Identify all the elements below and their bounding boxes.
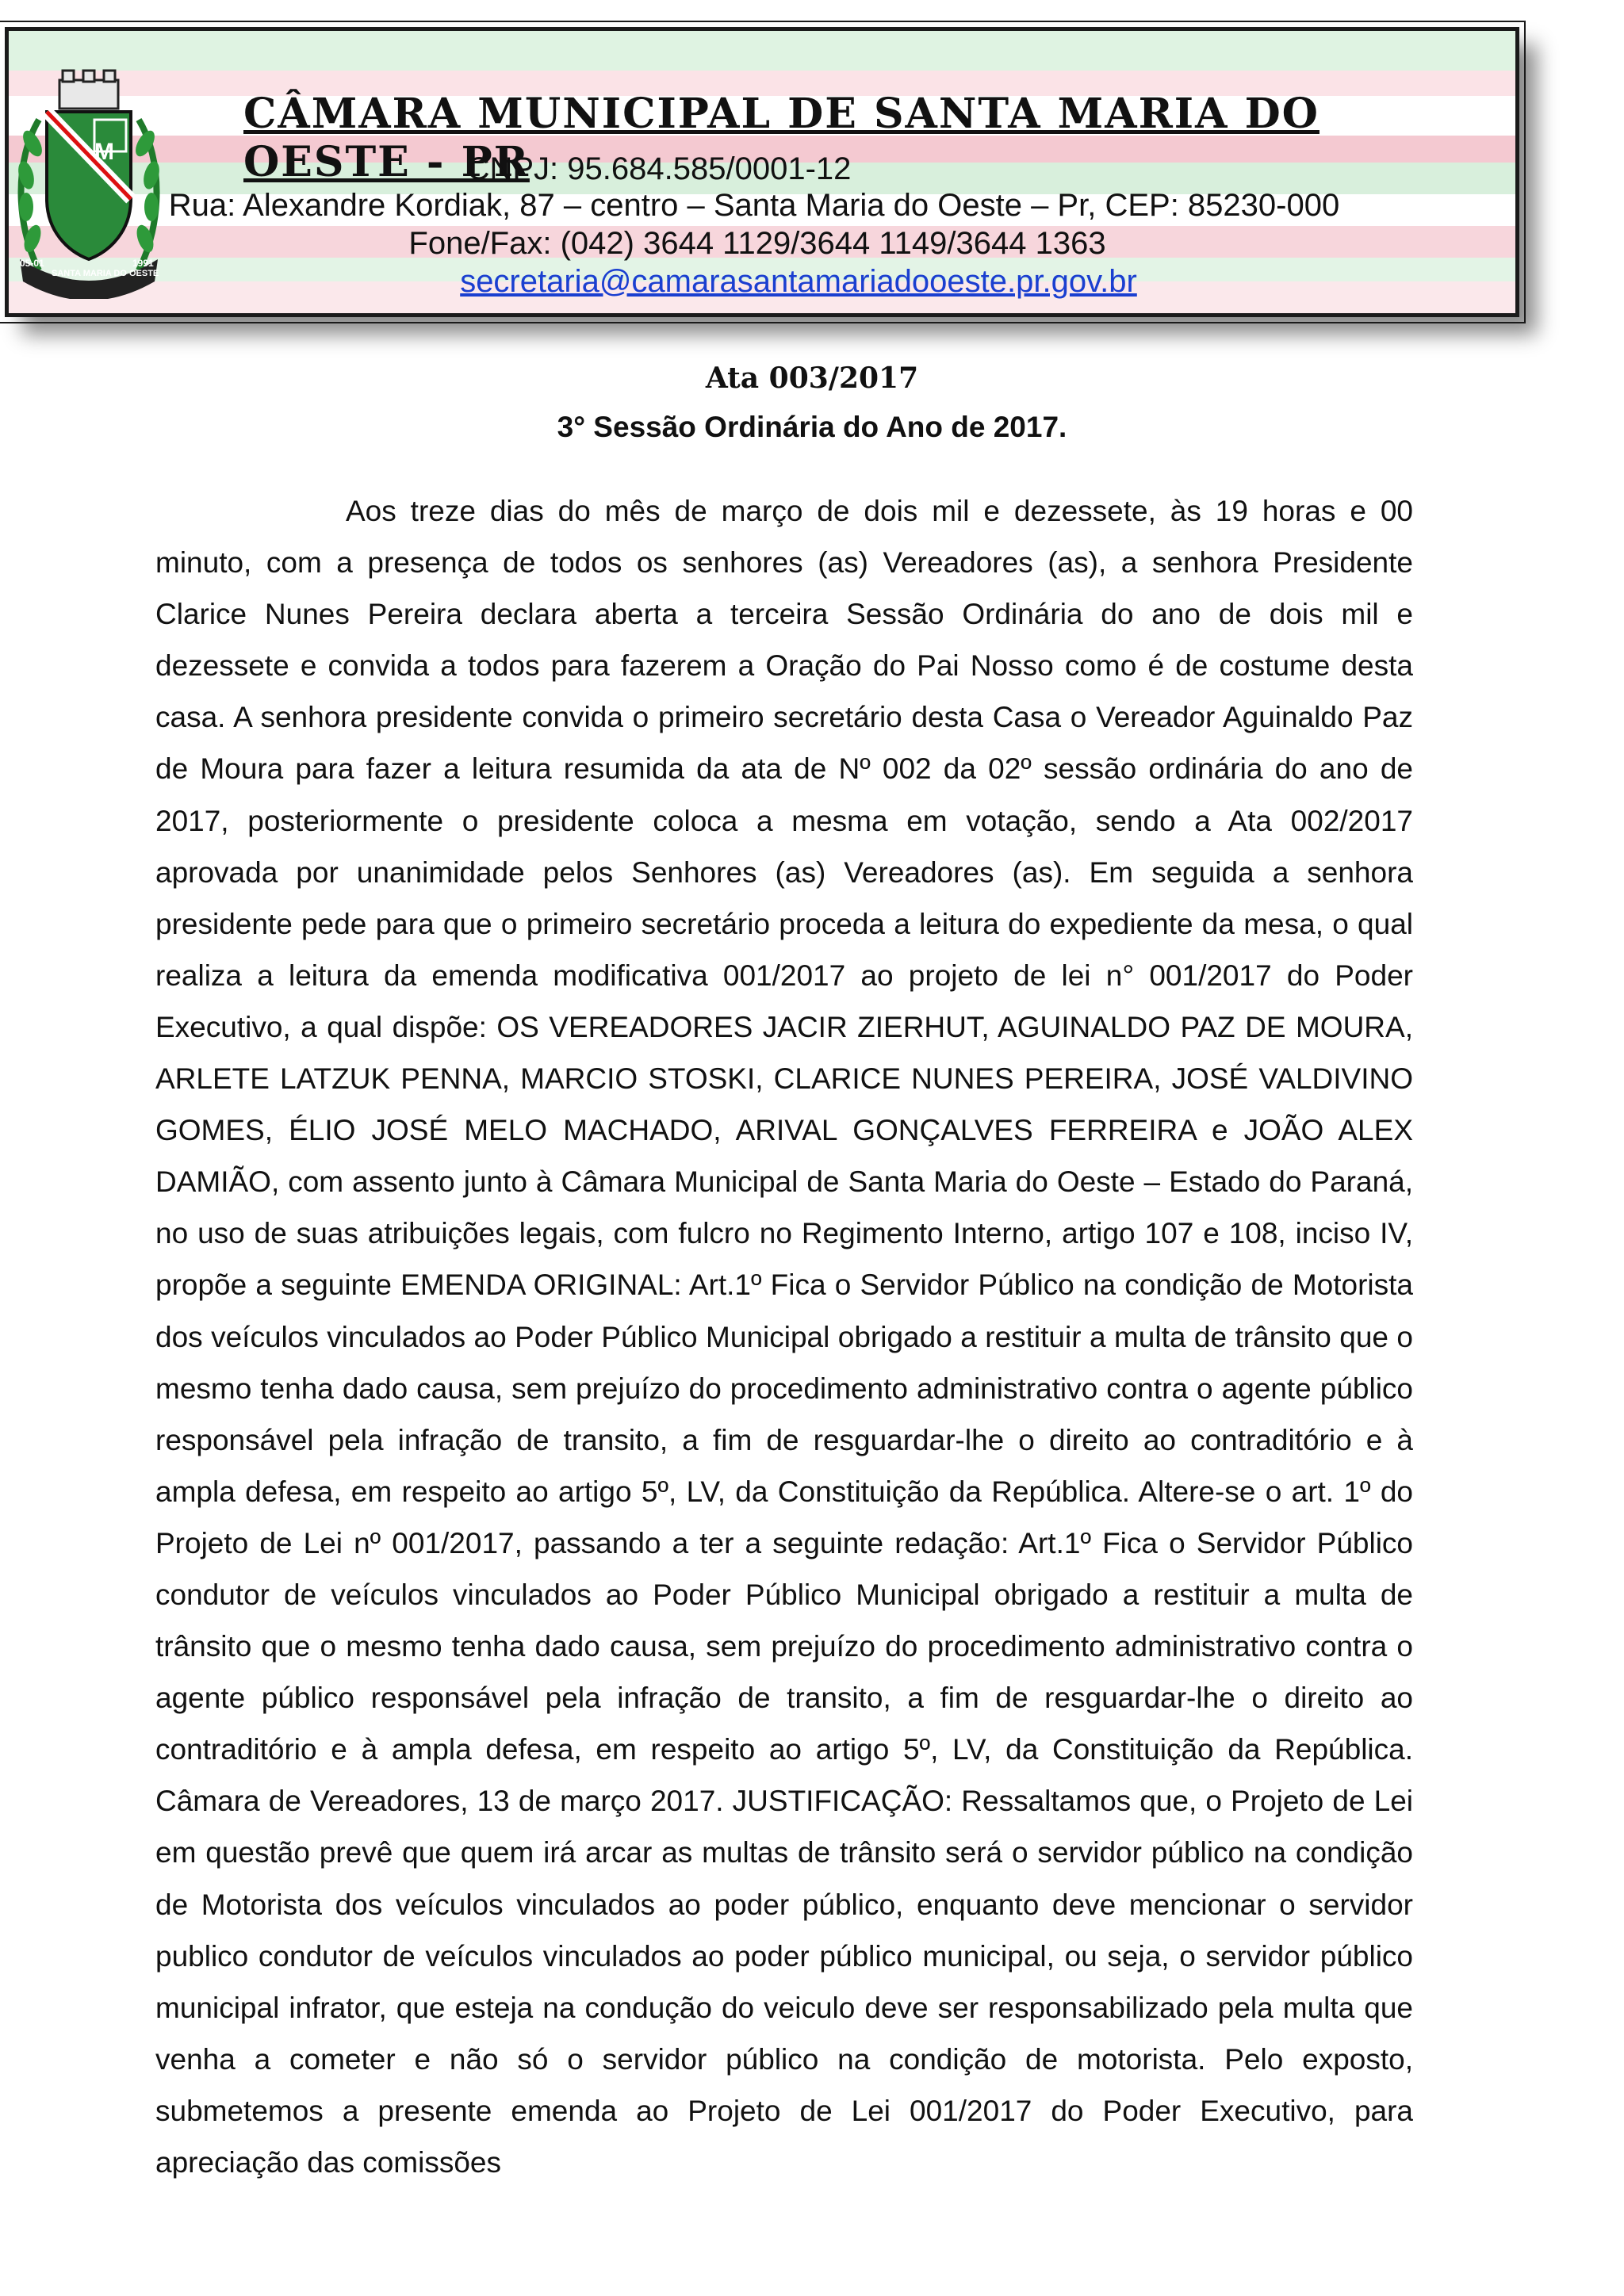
- minutes-paragraph: Aos treze dias do mês de março de dois mil e dezessete, às 19 horas e 00 minuto, com a presença de todos os senhores (as) Vereadores (as), a senhora Presidente Clarice Nunes Pereira declara aberta a terceira Sessão Ordinária do ano de dois mil e dezessete e convida a todos para fazerem a Oração do Pai Nosso como é de costume desta casa. A senhora presidente convida o primeiro secretário desta Casa o Vereador Aguinaldo Paz de Moura para fazer a leitura resumida da ata de Nº 002 da 02º sessão ordinária do ano de 2017, posteriormente o presidente coloca a mesma em votação, sendo a Ata 002/2017 aprovada por unanimidade pelos Senhores (as) Vereadores (as). Em seguida a senhora presidente pede para que o primeiro secretário proceda a leitura do expediente da mesa, o qual realiza a leitura da emenda modificativa 001/2017 ao projeto de lei n° 001/2017 do Poder Executivo, a qual dispõe: OS VEREADORES JACIR ZIERHUT, AGUINALDO PAZ DE MOURA, ARLETE LATZUK PENNA, MARCIO STOSKI, CLARICE NUNES PEREIRA, JOSÉ VALDIVINO GOMES, ÉLIO JOSÉ MELO MACHADO, ARIVAL GONÇALVES FERREIRA e JOÃO ALEX DAMIÃO, com assento junto à Câmara Municipal de Santa Maria do Oeste – Estado do Paraná, no uso de suas atribuições legais, com fulcro no Regimento Interno, artigo 107 e 108, inciso IV, propõe a seguinte EMENDA ORIGINAL: Art.1º Fica o Servidor Público na condição de Motorista dos veículos vinculados ao Poder Público Municipal obrigado a restituir a multa de trânsito que o mesmo tenha dado causa, sem prejuízo do procedimento administrativo contra o agente público responsável pela infração de transito, a fim de resguardar-lhe o direito ao contraditório e à ampla defesa, em respeito ao artigo 5º, LV, da Constituição da República. Altere-se o art. 1º do Projeto de Lei nº 001/2017, passando a ter a seguinte redação: Art.1º Fica o Servidor Público condutor de veículos vinculados ao Poder Público Municipal obrigado a restituir a multa de trânsito que o mesmo tenha dado causa, sem prejuízo do procedimento administrativo contra o agente público responsável pela infração de transito, a fim de resguardar-lhe o direito ao contraditório e à ampla defesa, em respeito ao artigo 5º, LV, da Constituição da República. Câmara de Vereadores, 13 de março 2017. JUSTIFICAÇÃO: Ressaltamos que, o Projeto de Lei em questão prevê que quem irá arcar as multas de trânsito será o servidor público na condição de Motorista dos veículos vinculados ao poder público, enquanto deve mencionar o servidor publico condutor de veículos vinculados ao poder público municipal, ou seja, o servidor público municipal infrator, que esteja na condução do veiculo deve ser responsabilizado pela multa que venha a cometer e não só o servidor público na condição de motorista. Pelo exposto, submetemos a presente emenda ao Projeto de Lei 001/2017 do Poder Executivo, para apreciação das comissões: [155, 495, 1413, 2179]
- letterhead-address: Rua: Alexandre Kordiak, 87 – centro – Santa Maria do Oeste – Pr, CEP: 85230-000: [168, 188, 1340, 223]
- stripe-1: [9, 31, 1515, 71]
- crest-banner-text: SANTA MARIA DO OESTE: [52, 269, 159, 278]
- letterhead-phone: Fone/Fax: (042) 3644 1129/3644 1149/3644 1363: [408, 226, 1106, 261]
- letterhead-cnpj: CNPJ: 95.684.585/0001-12: [466, 151, 852, 186]
- ata-number: Ata 003/2017: [705, 362, 919, 395]
- crest-right-date: 1991: [132, 258, 154, 269]
- letterhead-title: CÂMARA MUNICIPAL DE SANTA MARIA DO OESTE - PR: [243, 90, 1320, 186]
- minutes-body: [155, 485, 1413, 2188]
- letterhead: [5, 27, 1519, 317]
- letterhead-email-link[interactable]: secretaria@camarasantamariadooeste.pr.gov.br: [460, 264, 1137, 299]
- crest-letter: M: [94, 139, 114, 165]
- crest-left-date: 05-01: [20, 258, 44, 269]
- session-title: 3° Sessão Ordinária do Ano de 2017.: [557, 411, 1067, 443]
